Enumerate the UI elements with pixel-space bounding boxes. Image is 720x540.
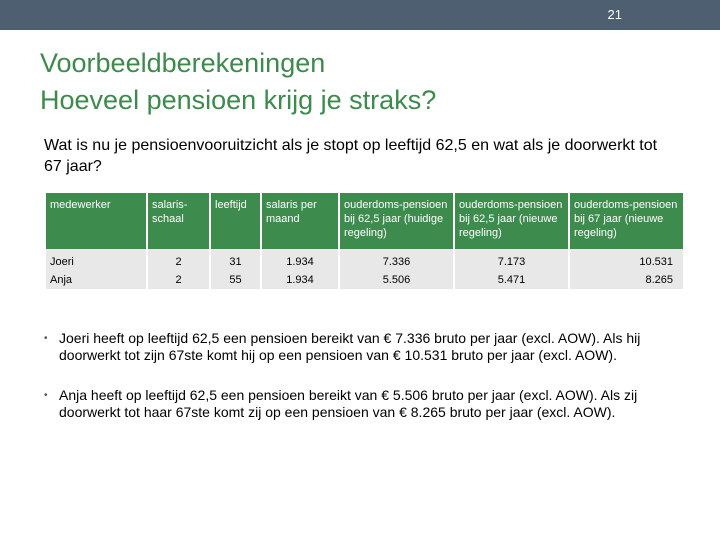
cell-salaris: 1.934: [262, 249, 338, 271]
pension-table: [44, 193, 685, 290]
table-row: [46, 271, 683, 290]
header-pensioen-67-nieuw: ouderdoms-pensioen bij 67 jaar (nieuwe regeling): [570, 193, 683, 249]
cell-pensioen-62-huidig: 7.336: [340, 249, 453, 271]
list-item: [44, 330, 684, 364]
table-row: [46, 249, 683, 271]
top-bar: [0, 0, 720, 30]
cell-name: Anja: [46, 271, 146, 290]
cell-pensioen-62-huidig: 5.506: [340, 271, 453, 290]
table-header-row: [46, 193, 683, 249]
header-salarisschaal: salaris-schaal: [148, 193, 209, 249]
header-pensioen-62-nieuw: ouderdoms-pensioen bij 62,5 jaar (nieuwe regeling): [455, 193, 568, 249]
cell-pensioen-67-nieuw: 10.531: [570, 249, 683, 271]
bullet-icon: •: [44, 333, 48, 344]
list-item: [44, 387, 684, 421]
bullet-text-joeri: Joeri heeft op leeftijd 62,5 een pensioen bereikt van € 7.336 bruto per jaar (excl. AOW). Als hij doorwerkt tot zijn 67ste komt hij op een pensioen van € 10.531 bruto per jaar (excl. AOW).: [59, 330, 641, 363]
cell-pensioen-67-nieuw: 8.265: [570, 271, 683, 290]
header-salaris-per-maand: salaris per maand: [262, 193, 338, 249]
intro-question: Wat is nu je pensioenvooruitzicht als je stopt op leeftijd 62,5 en wat als je doorwerkt tot 67 jaar?: [44, 137, 658, 175]
page-number: 21: [607, 7, 622, 22]
cell-pensioen-62-nieuw: 7.173: [455, 249, 568, 271]
title-line-2: Hoeveel pensioen krijg je straks?: [40, 85, 437, 115]
cell-leeftijd: 55: [211, 271, 260, 290]
cell-salaris: 1.934: [262, 271, 338, 290]
cell-salarisschaal: 2: [148, 249, 209, 271]
header-medewerker: medewerker: [46, 193, 146, 249]
header-leeftijd: leeftijd: [211, 193, 260, 249]
bullet-text-anja: Anja heeft op leeftijd 62,5 een pensioen bereikt van € 5.506 bruto per jaar (excl. AOW). Als zij doorwerkt tot haar 67ste komt zij op een pensioen van € 8.265 bruto per jaar (excl. AOW).: [59, 387, 638, 420]
cell-name: Joeri: [46, 249, 146, 271]
page-title: [40, 45, 436, 119]
header-pensioen-62-huidig: ouderdoms-pensioen bij 62,5 jaar (huidige regeling): [340, 193, 453, 249]
cell-pensioen-62-nieuw: 5.471: [455, 271, 568, 290]
cell-leeftijd: 31: [211, 249, 260, 271]
title-line-1: Voorbeeldberekeningen: [40, 48, 326, 78]
cell-salarisschaal: 2: [148, 271, 209, 290]
bullet-icon: •: [44, 390, 48, 401]
explanation-list: [44, 330, 684, 444]
